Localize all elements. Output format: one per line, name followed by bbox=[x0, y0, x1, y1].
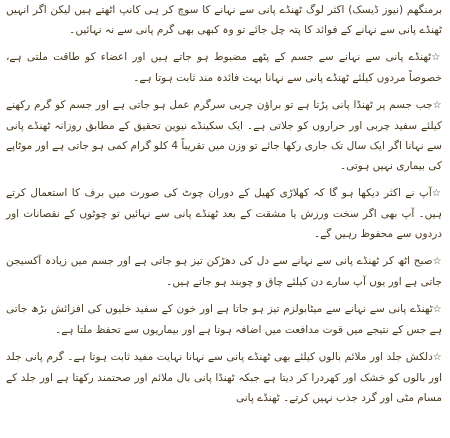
article-paragraph-intro bbox=[6, 0, 442, 40]
article-paragraph bbox=[6, 183, 442, 244]
star-bullet-icon: ☆ bbox=[431, 52, 443, 63]
paragraph-text: ٹھنڈے پانی سے نہانے سے جسم کے پٹھے مضبوط ہو جاتے ہیں اور اعضاء کو طاقت ملتی ہے، خصوصاً مردوں کیلئے ٹھنڈے پانی سے نہانا بہت فائدہ مند ثابت ہوتا ہے۔ bbox=[6, 51, 442, 84]
paragraph-text: صبح اٹھ کر ٹھنڈے پانی سے نہانے سے دل کی دھڑکن تیز ہو جاتی ہے اور جسم میں زیادہ آکسیجن جاتی ہے اور یوں آپ سارے دن کیلئے چاق و چوبند ہو جاتے ہیں۔ bbox=[6, 255, 442, 288]
article-paragraph bbox=[6, 47, 442, 88]
star-bullet-icon: ☆ bbox=[432, 304, 442, 315]
article-paragraph bbox=[6, 251, 442, 292]
paragraph-text: برمنگھم (نیوز ڈیسک) اکثر لوگ ٹھنڈے پانی سے نہانے کا سوچ کر ہی کانپ اٹھتے ہیں لیکن اگر انہیں ٹھنڈے پانی سے نہانے کے فوائد کا پتہ چل جائے تو وہ کبھی بھی گرم پانی سے نہ نہائیں۔ bbox=[6, 4, 442, 36]
article-paragraph bbox=[6, 95, 442, 176]
paragraph-text: آپ نے اکثر دیکھا ہو گا کہ کھلاڑی کھیل کے دوران چوٹ کی صورت میں برف کا استعمال کرتے ہیں۔ آپ بھی اگر سخت ورزش یا مشقت کے بعد ٹھنڈے پانی سے نہائیں تو چوٹوں کے نقصانات اور دردوں سے محفوظ رہیں گے۔ bbox=[6, 187, 442, 240]
paragraph-text: ٹھنڈے پانی سے نہانے سے میٹابولزم تیز ہو جاتا ہے اور خون کے سفید خلیوں کی افزائش بڑھ جاتی ہے جس کے نتیجے میں قوت مدافعت میں اضافہ ہوتا ہے اور بیماریوں سے تحفظ ملتا ہے۔ bbox=[6, 303, 442, 336]
star-bullet-icon: ☆ bbox=[432, 256, 442, 267]
star-bullet-icon: ☆ bbox=[431, 188, 442, 199]
paragraph-text: جب جسم پر ٹھنڈا پانی پڑتا ہے تو براؤن چربی سرگرم عمل ہو جاتی ہے اور جسم کو گرم رکھنے کیلئے سفید چربی اور حراروں کو جلاتی ہے۔ ایک سکینڈے نیوین تحقیق کے مطابق روزانہ ٹھنڈے پانی سے نہانا اگر ایک سال تک جاری رکھا جائے تو وزن میں تقریباً 4 کلو گرام کمی ہو جاتی ہے اور موٹاپے کی بیماری نہیں ہوتی۔ bbox=[6, 99, 442, 172]
star-bullet-icon: ☆ bbox=[432, 100, 443, 111]
star-bullet-icon: ☆ bbox=[432, 352, 443, 363]
paragraph-text: دلکش جلد اور ملائم بالوں کیلئے بھی ٹھنڈے پانی سے نہانا نہایت مفید ثابت ہوتا ہے۔ گرم پانی جلد اور بالوں کو خشک اور کھردرا کر دیتا ہے جبکہ ٹھنڈا پانی بال ملائم اور صحتمند رکھتا ہے اور جلد کے مسام مٹی اور گرد جذب نہیں کرتے۔ ٹھنڈے پانی bbox=[6, 351, 442, 404]
article-paragraph bbox=[6, 347, 442, 408]
article-paragraph bbox=[6, 299, 442, 340]
